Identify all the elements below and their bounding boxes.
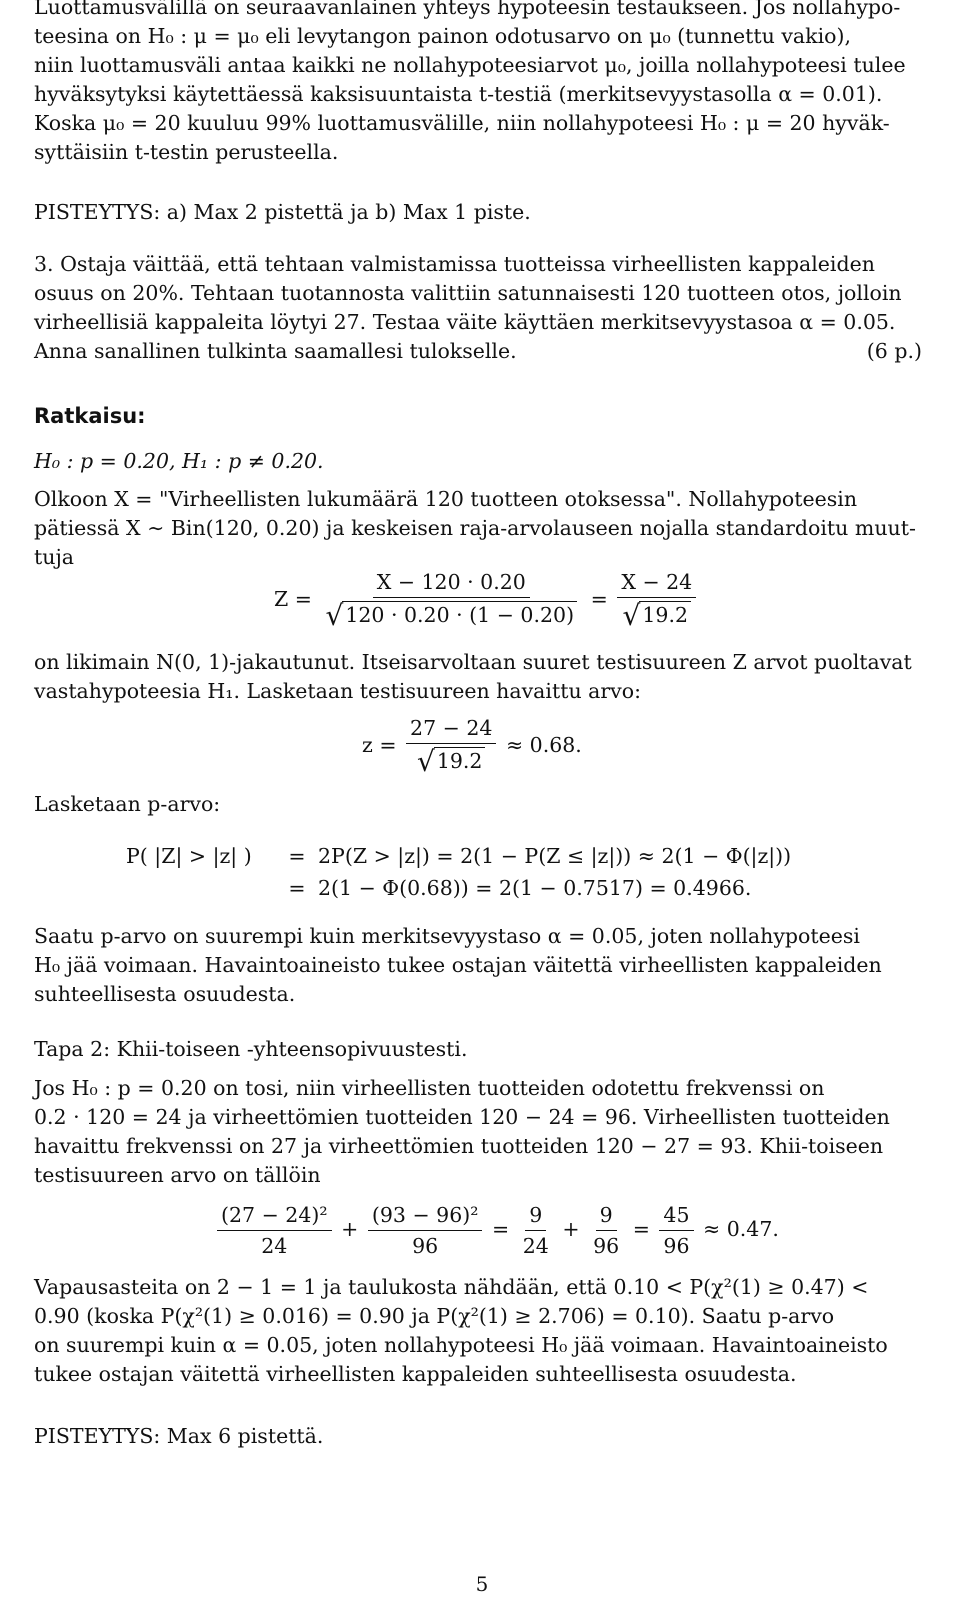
z-lhs: z = <box>362 733 397 757</box>
text-line: suhteellisesta osuudesta. <box>34 982 296 1006</box>
method-2-heading: Tapa 2: Khii-toiseen -yhteensopivuustesti. <box>34 1037 468 1061</box>
plus-sign: + <box>562 1217 580 1241</box>
z-lhs: Z = <box>274 587 312 611</box>
denominator: 96 <box>412 1234 439 1258</box>
intro-paragraph <box>34 0 930 167</box>
radicand: 19.2 <box>639 601 691 631</box>
page-number: 5 <box>475 1572 489 1596</box>
jos-paragraph <box>34 1074 930 1190</box>
conclusion-paragraph <box>34 922 930 1009</box>
numerator: X − 24 <box>617 570 696 598</box>
task-3 <box>34 250 930 366</box>
scoring-final: PISTEYTYS: Max 6 pistettä. <box>34 1424 324 1448</box>
sqrt-denominator <box>321 598 581 631</box>
calc-lhs-empty <box>126 872 276 904</box>
text-line: 3. Ostaja väittää, että tehtaan valmistamissa tuotteissa virheellisten kappaleiden <box>34 252 875 276</box>
fraction <box>519 1203 553 1258</box>
text-line: tukee ostajan väitettä virheellisten kappaleiden suhteellisesta osuudesta. <box>34 1362 797 1386</box>
numerator: 45 <box>659 1203 693 1231</box>
text-line: tuja <box>34 545 75 569</box>
radical-sign: √ <box>325 599 344 632</box>
denominator: 96 <box>663 1234 690 1258</box>
numerator: 9 <box>596 1203 617 1231</box>
denominator: 24 <box>261 1234 288 1258</box>
equals-sign: = <box>492 1217 510 1241</box>
radical-sign: √ <box>622 599 641 632</box>
p-value-label: Lasketaan p-arvo: <box>34 792 221 816</box>
numerator: (27 − 24)² <box>217 1203 332 1231</box>
likimain-paragraph <box>34 648 930 706</box>
fraction <box>368 1203 483 1258</box>
fraction <box>217 1203 332 1258</box>
denominator: 96 <box>593 1234 620 1258</box>
plus-sign: + <box>341 1217 359 1241</box>
text-line: pätiessä X ∼ Bin(120, 0.20) ja keskeisen raja-arvolauseen nojalla standardoitu muut- <box>34 516 916 540</box>
text-line: syttäisiin t-testin perusteella. <box>34 140 339 164</box>
fraction <box>321 570 581 631</box>
calc-lhs: P( |Z| > |z| ) <box>126 844 252 868</box>
fraction <box>659 1203 693 1258</box>
radicand: 120 · 0.20 · (1 − 0.20) <box>342 601 577 631</box>
scoring-note: PISTEYTYS: a) Max 2 pistettä ja b) Max 1 piste. <box>34 200 531 224</box>
z-value-formula <box>362 716 582 777</box>
text-line: Luottamusvälillä on seuraavanlainen yhteys hypoteesin testaukseen. Jos nollahypo- <box>34 0 901 19</box>
fraction <box>617 570 696 631</box>
numerator: (93 − 96)² <box>368 1203 483 1231</box>
text-line: hyväksytyksi käytettäessä kaksisuuntaista t-testiä (merkitsevyystasolla α = 0.01). <box>34 82 883 106</box>
text-line: H₀ jää voimaan. Havaintoaineisto tukee ostajan väitettä virheellisten kappaleiden <box>34 953 882 977</box>
text-line: 0.2 · 120 = 24 ja virheettömien tuotteiden 120 − 24 = 96. Virheellisten tuotteiden <box>34 1105 890 1129</box>
calc-row <box>126 840 791 872</box>
degrees-of-freedom-paragraph <box>34 1273 930 1389</box>
p-value-calculation <box>126 840 791 904</box>
radical-sign: √ <box>416 745 435 778</box>
text-line: Koska μ₀ = 20 kuuluu 99% luottamusvälille, niin nollahypoteesi H₀ : μ = 20 hyväk- <box>34 111 890 135</box>
numerator: 9 <box>525 1203 546 1231</box>
text-line <box>34 337 930 366</box>
document-page <box>34 0 930 1618</box>
text-line: on likimain N(0, 1)-jakautunut. Itseisarvoltaan suuret testisuureen Z arvot puoltavat <box>34 650 912 674</box>
text-line: virheellisiä kappaleita löytyi 27. Testaa väite käyttäen merkitsevyystasoa α = 0.05. <box>34 310 896 334</box>
fraction <box>406 716 496 777</box>
text-line: 0.90 (koska P(χ²(1) ≥ 0.016) = 0.90 ja P(χ²(1) ≥ 2.706) = 0.10). Saatu p-arvo <box>34 1304 835 1328</box>
equals-sign: = <box>632 1217 650 1241</box>
approx-result: ≈ 0.47. <box>703 1217 779 1241</box>
calc-row <box>126 872 791 904</box>
approx-result: ≈ 0.68. <box>505 733 582 757</box>
sqrt-denominator <box>413 744 490 777</box>
task-points: (6 p.) <box>866 339 922 363</box>
text-line: Vapausasteita on 2 − 1 = 1 ja taulukosta nähdään, että 0.10 < P(χ²(1) ≥ 0.47) < <box>34 1275 869 1299</box>
numerator: 27 − 24 <box>406 716 496 744</box>
equals-sign: = <box>590 587 608 611</box>
text-line: teesina on H₀ : μ = μ₀ eli levytangon painon odotusarvo on μ₀ (tunnettu vakio), <box>34 24 851 48</box>
task-text: Anna sanallinen tulkinta saamallesi tulokselle. <box>34 339 517 363</box>
solution-heading: Ratkaisu: <box>34 404 146 428</box>
z-formula <box>274 570 699 631</box>
text-line: Jos H₀ : p = 0.20 on tosi, niin virheellisten tuotteiden odotettu frekvenssi on <box>34 1076 825 1100</box>
text-line: vastahypoteesia H₁. Lasketaan testisuureen havaittu arvo: <box>34 679 642 703</box>
text-line: testisuureen arvo on tällöin <box>34 1163 321 1187</box>
denominator: 24 <box>522 1234 549 1258</box>
sqrt-denominator <box>619 598 696 631</box>
numerator: X − 120 · 0.20 <box>373 570 530 598</box>
hypotheses: H₀ : p = 0.20, H₁ : p ≠ 0.20. <box>34 449 324 473</box>
equals-sign: = <box>288 876 306 900</box>
text-line: Saatu p-arvo on suurempi kuin merkitsevyystaso α = 0.05, joten nollahypoteesi <box>34 924 860 948</box>
fraction <box>589 1203 623 1258</box>
text-line: Olkoon X = "Virheellisten lukumäärä 120 tuotteen otoksessa". Nollahypoteesin <box>34 487 858 511</box>
olkoon-paragraph <box>34 485 930 572</box>
text-line: on suurempi kuin α = 0.05, joten nollahypoteesi H₀ jää voimaan. Havaintoaineisto <box>34 1333 888 1357</box>
calc-rhs: 2(1 − Φ(0.68)) = 2(1 − 0.7517) = 0.4966. <box>318 876 752 900</box>
text-line: havaittu frekvenssi on 27 ja virheettömien tuotteiden 120 − 27 = 93. Khii-toiseen <box>34 1134 884 1158</box>
text-line: osuus on 20%. Tehtaan tuotannosta valittiin satunnaisesti 120 tuotteen otos, jolloin <box>34 281 902 305</box>
equals-sign: = <box>288 844 306 868</box>
text-line: niin luottamusväli antaa kaikki ne nollahypoteesiarvot μ₀, joilla nollahypoteesi tulee <box>34 53 906 77</box>
chi-square-formula <box>214 1203 779 1258</box>
radicand: 19.2 <box>434 747 486 777</box>
calc-rhs: 2P(Z > |z|) = 2(1 − P(Z ≤ |z|)) ≈ 2(1 − Φ(|z|)) <box>318 844 792 868</box>
